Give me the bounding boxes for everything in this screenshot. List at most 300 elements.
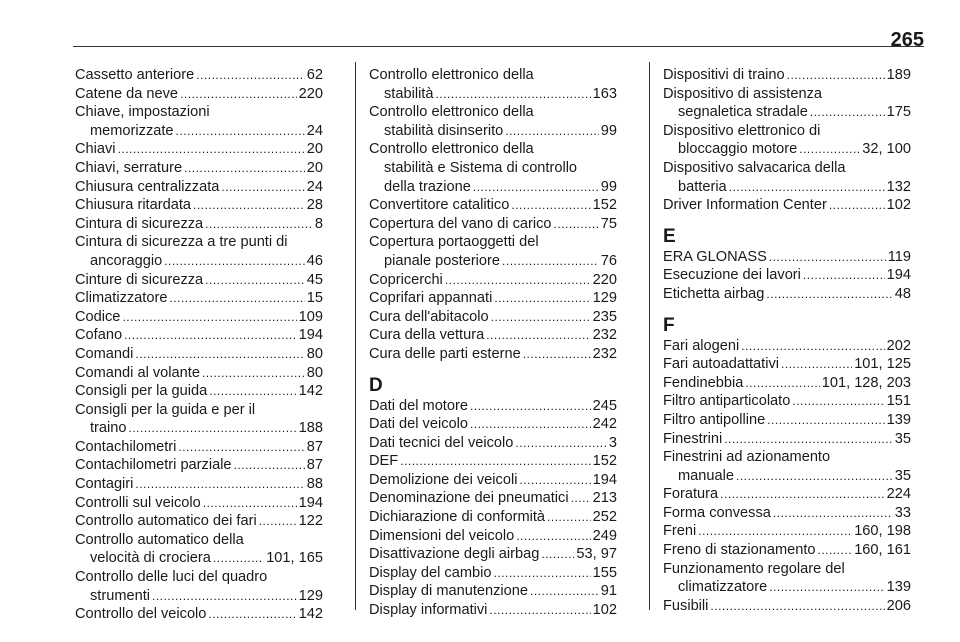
dot-leader [523, 345, 591, 364]
page-reference: 242 [592, 416, 617, 433]
dot-leader [803, 266, 885, 285]
entry-text: velocità di crociera [90, 550, 211, 567]
entry-first-line [369, 345, 617, 364]
dot-leader [810, 103, 885, 122]
entry-first-line [75, 85, 323, 104]
index-entry [369, 415, 617, 434]
index-entry [663, 392, 911, 411]
index-entry [75, 568, 323, 605]
index-entry [369, 397, 617, 416]
page-reference: 188 [298, 420, 323, 437]
entry-text: Cofano [75, 327, 123, 344]
page-reference: 249 [592, 527, 617, 544]
index-entry [75, 364, 323, 383]
entry-first-line [75, 568, 323, 587]
entry-text: Chiavi, serrature [75, 159, 183, 176]
entry-text: Forma convessa [663, 504, 771, 521]
entry-text: Contachilometri parziale [75, 457, 232, 474]
entry-first-line [663, 504, 911, 523]
page-reference: 152 [592, 453, 617, 470]
entry-first-line [75, 605, 323, 624]
page-reference: 109 [298, 308, 323, 325]
index-entry [369, 345, 617, 364]
page-reference: 139 [886, 579, 911, 596]
index-entry [663, 411, 911, 430]
page-reference: 245 [592, 397, 617, 414]
dot-leader [505, 122, 599, 141]
dot-leader [511, 196, 590, 215]
entry-text: Freno di stazionamento [663, 542, 816, 559]
page-reference: 175 [886, 104, 911, 121]
page-reference: 80 [306, 364, 323, 381]
page-reference: 101, 128, 203 [821, 374, 911, 391]
entry-text: Finestrini [663, 430, 723, 447]
entry-first-line [75, 308, 323, 327]
index-entry [369, 452, 617, 471]
entry-first-line [75, 289, 323, 308]
entry-first-line [75, 401, 323, 420]
entry-text: Fari alogeni [663, 337, 740, 354]
entry-first-line [369, 415, 617, 434]
entry-text: memorizzate [90, 122, 174, 139]
dot-leader [208, 605, 296, 624]
index-entry [663, 597, 911, 616]
page-reference: 28 [306, 197, 323, 214]
entry-continuation-line [75, 122, 323, 141]
entry-text: Driver Information Center [663, 197, 827, 214]
page-reference: 155 [592, 564, 617, 581]
index-entry [75, 512, 323, 531]
entry-first-line [75, 215, 323, 234]
entry-first-line [663, 560, 911, 579]
page-reference: 87 [306, 457, 323, 474]
entry-text: Freni [663, 523, 697, 540]
entry-first-line [369, 271, 617, 290]
entry-text: Display di manutenzione [369, 583, 528, 600]
page-reference: 129 [298, 587, 323, 604]
index-entry [369, 271, 617, 290]
dot-leader [124, 326, 297, 345]
page-reference: 139 [886, 411, 911, 428]
index-entry [663, 66, 911, 85]
entry-text: Fusibili [663, 597, 709, 614]
index-entry [75, 494, 323, 513]
index-entry [663, 85, 911, 122]
dot-leader [470, 397, 591, 416]
index-entry [369, 471, 617, 490]
dot-leader [698, 522, 852, 541]
page-reference: 20 [306, 141, 323, 158]
dot-leader [205, 215, 313, 234]
index-entry [663, 374, 911, 393]
dot-leader [122, 308, 296, 327]
entry-text: DEF [369, 453, 399, 470]
dot-leader [724, 430, 893, 449]
dot-leader [515, 434, 606, 453]
dot-leader [530, 582, 599, 601]
dot-leader [178, 438, 304, 457]
dot-leader [516, 527, 590, 546]
entry-continuation-line [663, 467, 911, 486]
entry-text: Controllo elettronico della [369, 67, 534, 83]
entry-text: Consigli per la guida e per il [75, 401, 256, 418]
entry-text: Convertitore catalitico [369, 197, 510, 214]
dot-leader [720, 485, 884, 504]
entry-text: Filtro antipolline [663, 411, 766, 428]
entry-first-line [369, 582, 617, 601]
entry-first-line [663, 122, 911, 141]
entry-text: Chiavi [75, 141, 116, 158]
index-entry [369, 508, 617, 527]
index-entry [369, 564, 617, 583]
entry-continuation-line [369, 252, 617, 271]
entry-first-line [369, 289, 617, 308]
dot-leader [767, 411, 884, 430]
dot-leader [184, 159, 305, 178]
index-entry [75, 401, 323, 438]
entry-continuation-line [663, 103, 911, 122]
entry-first-line [75, 271, 323, 290]
index-entry [369, 103, 617, 140]
entry-continuation-line [75, 549, 323, 568]
entry-text: della trazione [384, 178, 471, 195]
page-reference: 142 [298, 383, 323, 400]
entry-first-line [369, 527, 617, 546]
page-reference: 152 [592, 197, 617, 214]
page-reference: 20 [306, 159, 323, 176]
column-divider [355, 62, 356, 610]
dot-leader [234, 456, 305, 475]
entry-text: Consigli per la guida [75, 383, 208, 400]
entry-first-line [663, 597, 911, 616]
entry-first-line [663, 522, 911, 541]
index-entry [663, 196, 911, 215]
entry-text: ancoraggio [90, 252, 163, 269]
dot-leader [193, 196, 305, 215]
index-entry [369, 582, 617, 601]
dot-leader [470, 415, 591, 434]
dot-leader [519, 471, 590, 490]
index-entry [75, 456, 323, 475]
entry-first-line [369, 508, 617, 527]
dot-leader [196, 66, 305, 85]
entry-first-line [663, 392, 911, 411]
section-letter: E [663, 225, 676, 247]
entry-text: Dati tecnici del veicolo [369, 434, 514, 451]
index-entry [75, 159, 323, 178]
entry-text: Funzionamento regolare del [663, 560, 845, 577]
entry-first-line [75, 159, 323, 178]
entry-continuation-line [663, 140, 911, 159]
page-reference: 163 [592, 85, 617, 102]
page-reference: 24 [306, 178, 323, 195]
entry-first-line [75, 326, 323, 345]
entry-text: Cura delle parti esterne [369, 345, 521, 362]
dot-leader [773, 504, 893, 523]
page-reference: 48 [894, 285, 911, 302]
entry-first-line [369, 601, 617, 620]
dot-leader [221, 178, 304, 197]
dot-leader [135, 345, 304, 364]
entry-text: Chiave, impostazioni [75, 104, 210, 121]
entry-text: stabilità [384, 85, 434, 102]
dot-leader [766, 285, 892, 304]
dot-leader [769, 578, 884, 597]
page-reference: 101, 165 [266, 550, 323, 567]
page-reference: 99 [600, 122, 617, 139]
entry-text: Controllo automatico dei fari [75, 513, 257, 530]
page-reference: 101, 125 [854, 356, 911, 373]
page-reference: 87 [306, 438, 323, 455]
entry-first-line [369, 545, 617, 564]
index-column-1 [75, 66, 323, 624]
index-entry [369, 140, 617, 196]
entry-first-line [663, 196, 911, 215]
entry-text: Cintura di sicurezza [75, 215, 204, 232]
entry-text: Catene da neve [75, 85, 179, 102]
index-entry [369, 308, 617, 327]
entry-text: stabilità disinserito [384, 122, 504, 139]
index-entry [75, 178, 323, 197]
entry-first-line [369, 397, 617, 416]
entry-text: Controllo elettronico della [369, 141, 534, 158]
dot-leader [213, 549, 264, 568]
entry-first-line [369, 140, 617, 159]
index-entry [663, 485, 911, 504]
page-reference: 32, 100 [862, 141, 911, 158]
entry-first-line [369, 196, 617, 215]
page-reference: 224 [886, 486, 911, 503]
entry-text: climatizzatore [678, 579, 768, 596]
entry-first-line [75, 140, 323, 159]
entry-text: Copricerchi [369, 271, 443, 288]
entry-text: traino [90, 420, 127, 437]
page-reference: 202 [886, 337, 911, 354]
page-reference: 8 [314, 215, 323, 232]
entry-text: Controllo automatico della [75, 531, 244, 548]
entry-text: Comandi [75, 345, 134, 362]
dot-leader [547, 508, 591, 527]
index-entry [663, 430, 911, 449]
page-reference: 220 [592, 271, 617, 288]
page-reference: 45 [306, 271, 323, 288]
index-entry [663, 122, 911, 159]
entry-first-line [75, 512, 323, 531]
page-reference: 252 [592, 509, 617, 526]
page-reference: 194 [886, 267, 911, 284]
index-entry [75, 271, 323, 290]
dot-leader [792, 392, 884, 411]
entry-first-line [663, 66, 911, 85]
index-entry [369, 215, 617, 234]
dot-leader [736, 467, 893, 486]
page-reference: 122 [298, 513, 323, 530]
entry-first-line [663, 430, 911, 449]
index-entry [369, 66, 617, 103]
entry-text: Dispositivo salvacarica della [663, 159, 846, 176]
entry-first-line [75, 345, 323, 364]
dot-leader [799, 140, 860, 159]
page-reference: 151 [886, 393, 911, 410]
index-entry [663, 159, 911, 196]
page-reference: 220 [298, 85, 323, 102]
entry-continuation-line [75, 419, 323, 438]
page-reference: 213 [592, 490, 617, 507]
column-divider [649, 62, 650, 610]
index-entry [75, 345, 323, 364]
entry-text: Dichiarazione di conformità [369, 509, 546, 526]
index-entry [369, 545, 617, 564]
page-reference: 132 [886, 178, 911, 195]
entry-text: Chiusura ritardata [75, 197, 191, 214]
dot-leader [135, 475, 304, 494]
entry-first-line [369, 103, 617, 122]
entry-continuation-line [369, 122, 617, 141]
entry-continuation-line [369, 159, 617, 178]
page-reference: 235 [592, 308, 617, 325]
page-reference: 3 [608, 434, 617, 451]
page-reference: 102 [592, 602, 617, 619]
entry-text: Dimensioni del veicolo [369, 527, 515, 544]
page-reference: 160, 161 [854, 542, 911, 559]
entry-text: strumenti [90, 587, 151, 604]
page-reference: 102 [886, 197, 911, 214]
dot-leader [741, 337, 884, 356]
dot-leader [554, 215, 599, 234]
dot-leader [473, 178, 599, 197]
page-reference: 206 [886, 597, 911, 614]
dot-leader [435, 85, 590, 104]
entry-first-line [369, 471, 617, 490]
dot-leader [176, 122, 305, 141]
entry-text: Dispositivi di traino [663, 67, 785, 83]
entry-first-line [369, 434, 617, 453]
index-entry [369, 326, 617, 345]
entry-text: Dati del motore [369, 397, 468, 414]
index-entry [75, 531, 323, 568]
dot-leader [445, 271, 591, 290]
dot-leader [491, 308, 591, 327]
entry-text: Cintura di sicurezza a tre punti di [75, 234, 288, 251]
entry-first-line [663, 374, 911, 393]
dot-leader [710, 597, 884, 616]
entry-continuation-line [369, 178, 617, 197]
entry-first-line [663, 448, 911, 467]
page-reference: 142 [298, 606, 323, 623]
entry-text: Fari autoadattativi [663, 356, 780, 373]
index-entry [663, 541, 911, 560]
index-entry [75, 382, 323, 401]
entry-text: Controllo del veicolo [75, 606, 207, 623]
header-rule [73, 46, 924, 47]
entry-continuation-line [663, 178, 911, 197]
entry-text: Cura della vettura [369, 327, 485, 344]
page-reference: 53, 97 [576, 546, 617, 563]
index-entry [75, 289, 323, 308]
entry-first-line [663, 159, 911, 178]
entry-text: Codice [75, 308, 121, 325]
entry-text: Dispositivo elettronico di [663, 122, 821, 139]
entry-first-line [75, 196, 323, 215]
index-entry [75, 605, 323, 624]
entry-text: Controllo elettronico della [369, 104, 534, 121]
entry-first-line [663, 485, 911, 504]
index-entry [663, 266, 911, 285]
entry-text: Finestrini ad azionamento [663, 449, 831, 466]
index-entry [369, 233, 617, 270]
dot-leader [829, 196, 885, 215]
page-reference: 232 [592, 345, 617, 362]
entry-text: Fendinebbia [663, 374, 744, 391]
entry-first-line [369, 308, 617, 327]
index-entry [75, 103, 323, 140]
dot-leader [729, 178, 885, 197]
index-entry [369, 527, 617, 546]
entry-text: bloccaggio motore [678, 141, 798, 158]
dot-leader [745, 374, 819, 393]
entry-text: Display del cambio [369, 564, 492, 581]
entry-text: segnaletica stradale [678, 104, 808, 121]
entry-text: pianale posteriore [384, 252, 501, 269]
index-entry [75, 66, 323, 85]
entry-text: Copertura del vano di carico [369, 215, 552, 232]
index-entry [663, 248, 911, 267]
entry-text: Climatizzatore [75, 290, 168, 307]
entry-first-line [75, 103, 323, 122]
dot-leader [129, 419, 297, 438]
dot-leader [180, 85, 297, 104]
page-reference: 91 [600, 583, 617, 600]
entry-text: Demolizione dei veicoli [369, 471, 518, 488]
page-reference: 194 [298, 494, 323, 511]
page-reference: 99 [600, 178, 617, 195]
dot-leader [769, 248, 886, 267]
page-reference: 194 [298, 327, 323, 344]
entry-text: stabilità e Sistema di controllo [384, 159, 578, 176]
entry-text: Chiusura centralizzata [75, 178, 220, 195]
index-entry [369, 601, 617, 620]
dot-leader [169, 289, 304, 308]
entry-first-line [369, 215, 617, 234]
dot-leader [502, 252, 599, 271]
entry-continuation-line [75, 252, 323, 271]
entry-first-line [663, 285, 911, 304]
index-entry [663, 355, 911, 374]
entry-text: Dati del veicolo [369, 416, 468, 433]
entry-first-line [663, 248, 911, 267]
dot-leader [571, 489, 591, 508]
index-entry [369, 434, 617, 453]
index-entry [369, 196, 617, 215]
entry-first-line [75, 364, 323, 383]
page-reference: 80 [306, 345, 323, 362]
dot-leader [205, 271, 305, 290]
index-entry [75, 233, 323, 270]
dot-leader [493, 564, 590, 583]
dot-leader [164, 252, 305, 271]
entry-first-line [663, 355, 911, 374]
index-entry [663, 522, 911, 541]
page-reference: 76 [600, 252, 617, 269]
page-reference: 75 [600, 215, 617, 232]
entry-first-line [369, 326, 617, 345]
dot-leader [152, 587, 297, 606]
dot-leader [787, 66, 885, 85]
entry-continuation-line [663, 578, 911, 597]
entry-text: Filtro antiparticolato [663, 393, 791, 410]
dot-leader [541, 545, 574, 564]
index-entry [75, 140, 323, 159]
